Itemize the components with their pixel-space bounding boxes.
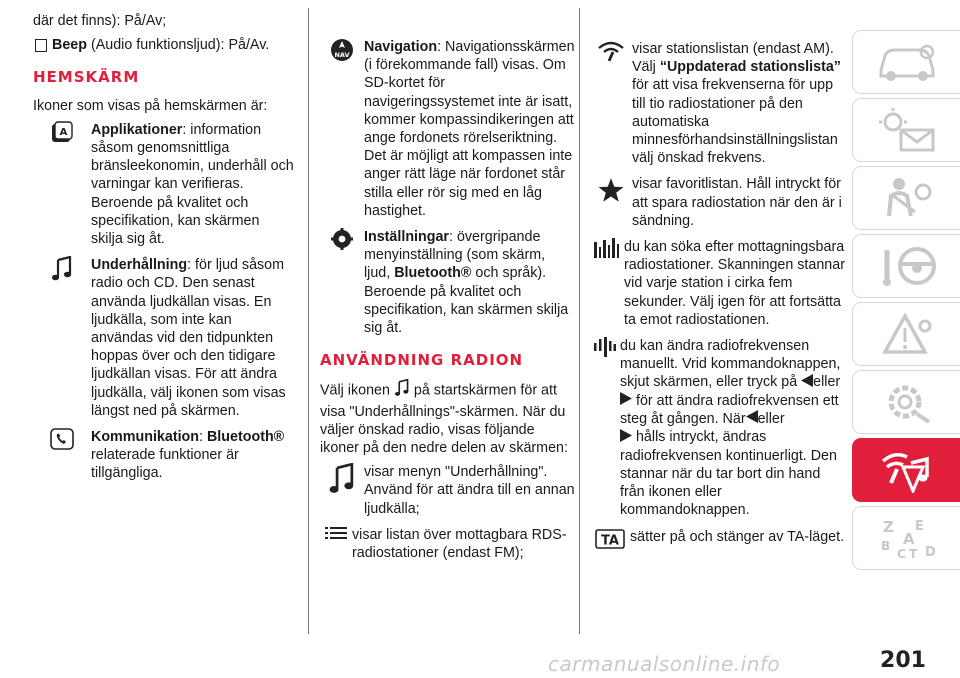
nav-label: Navigation [364, 39, 438, 55]
scan-text: du kan söka efter mottagningsbara radiostationer. Skanningen stannar vid varje station i cirka fem sekunder. Välj igen för att fortsätta ta emot radiostationen. [624, 239, 845, 328]
station-text-b: för att visa frekvenserna för upp till tio radiostationer på den automatiska minnesförhandsinställningslistan välj önskad frekvens. [632, 77, 838, 167]
tab-index[interactable] [852, 506, 960, 570]
tune-or-1: eller [813, 374, 841, 391]
svg-text:Z: Z [882, 518, 894, 536]
section-heading-home: HEMSKÄRM [33, 68, 140, 87]
column-divider-1 [308, 8, 309, 634]
item-entertainment [33, 256, 295, 420]
svg-text:B: B [880, 539, 890, 553]
svg-text:D: D [924, 545, 936, 560]
favorites-text: visar favoritlistan. Håll intryckt för att spara radiostation när den är i sändning. [632, 176, 842, 229]
am-antenna-icon [590, 40, 632, 167]
car-icon [875, 42, 939, 82]
star-icon [590, 175, 632, 230]
apps-label: Applikationer [91, 121, 183, 138]
beep-label: Beep [52, 37, 87, 54]
tab-driving[interactable] [852, 234, 960, 298]
svg-text:T: T [908, 547, 917, 560]
comm-text: relaterade funktioner är tillgängliga. [91, 447, 239, 482]
apps-text: : information såsom genomsnittliga bränsleekonomin, underhåll och varningar kan verifieras. Beroende på kvalitet och specifikation, kan skärmen skilja sig åt. [91, 121, 294, 248]
triangle-left-icon [801, 374, 813, 392]
comm-sep: : [199, 429, 207, 446]
radio-intro-b: på startskärmen för att visa "Underhållnings"-skärmen. När du väljer önskad radio, visas följande ikoner på den nedre delen av skärmen: [320, 382, 568, 457]
settings-label: Inställningar [364, 229, 449, 246]
ta-icon [590, 528, 630, 549]
icons-intro: Ikoner som visas på hemskärmen är: [33, 97, 268, 114]
steering-wheel-icon [875, 244, 939, 288]
comm-bluetooth: Bluetooth® [206, 429, 285, 446]
item-tune [590, 337, 848, 519]
svg-text:NAV: NAV [334, 51, 350, 59]
ta-icon-label: TA [601, 533, 619, 549]
rds-list-text: visar listan över mottagbara RDS-radiostationer (endast FM); [352, 526, 567, 562]
road-warning-icon [875, 312, 939, 356]
column-right [590, 38, 848, 557]
music-note-small-icon [394, 379, 410, 402]
scan-icon [590, 238, 624, 329]
seat-belt-icon [875, 176, 939, 220]
item-scan [590, 238, 848, 329]
ent-text: : för ljud såsom radio och CD. Den senast använda ljudkällan visas. En ljudkälla, som inte kan användas vid den tidpunkten hoppas över och den tidigare ljudkällan visas. För att ändra ljudkälla, välj ikonen som visas längst ned på skärmen. [91, 257, 286, 419]
tab-emergency[interactable] [852, 302, 960, 366]
menu-text: visar menyn "Underhållning". Använd för att ändra till en annan ljudkälla; [364, 464, 575, 517]
radio-intro [320, 379, 575, 457]
checkbox-icon [35, 39, 47, 52]
page-number: 201 [880, 648, 926, 673]
warning-lights-icon [875, 108, 939, 152]
station-text-a: visar stationslistan (endast AM). Välj [632, 41, 834, 76]
svg-text:A: A [59, 126, 68, 138]
item-communication [33, 428, 295, 483]
phone-icon [33, 428, 91, 483]
column-left [33, 12, 295, 491]
triangle-right-icon-2 [620, 429, 632, 447]
svg-text:C: C [896, 547, 906, 560]
item-station-list [590, 40, 848, 167]
settings-gear-icon [320, 228, 364, 337]
tab-maintenance[interactable] [852, 370, 960, 434]
column-divider-2 [579, 8, 580, 634]
triangle-left-icon-2 [746, 410, 758, 428]
tune-text-b: för att ändra radiofrekvensen ett steg åt gången. När [620, 392, 839, 428]
item-rds-list [320, 526, 575, 562]
applications-icon [33, 121, 91, 248]
tune-text-a: du kan ändra radiofrekvensen manuellt. Vrid kommandoknappen, skjut skärmen, eller tryck på [620, 338, 841, 391]
navigation-icon [320, 38, 364, 220]
chapter-tabs [852, 30, 960, 574]
tune-or-2: eller [757, 411, 785, 428]
column-middle [320, 36, 575, 570]
index-letters-icon [875, 516, 939, 560]
watermark: carmanualsonline.info [548, 652, 781, 676]
list-icon [320, 526, 352, 562]
section-heading-radio: ANVÄNDNING RADION [320, 351, 524, 370]
svg-text:A: A [902, 530, 915, 548]
ent-label: Underhållning [91, 257, 188, 274]
ta-text: sätter på och stänger av TA-läget. [630, 528, 845, 545]
item-favorites [590, 175, 848, 230]
item-settings [320, 228, 575, 337]
gear-icon [875, 380, 939, 424]
svg-text:E: E [914, 519, 924, 534]
item-navigation [320, 38, 575, 220]
settings-text-a: : övergripande menyinställning (som skärm, ljud, [364, 229, 546, 282]
tab-multimedia[interactable] [852, 438, 960, 502]
beep-line [33, 36, 295, 54]
intro-line: där det finns): På/Av; [33, 13, 167, 29]
tab-safety[interactable] [852, 166, 960, 230]
nav-text: : Navigationsskärmen (i förekommande fall) visas. Om SD-kortet för navigeringssystemet inte är isatt, kommer kompassindikeringen att ange fordonets rörelseriktning. Det är möjligt att kompassen inte anger rätt läge när fordonet står stilla eller rör sig med en låg hastighet. [364, 39, 575, 219]
radio-intro-a: Välj ikonen [320, 382, 390, 399]
station-bold: “Uppdaterad stationslista” [659, 59, 841, 76]
comm-label: Kommunikation [91, 429, 200, 446]
tab-warnings[interactable] [852, 98, 960, 162]
item-applications [33, 121, 295, 248]
settings-text-b: och språk). Beroende på kvalitet och specifikation, kan skärmen skilja sig åt. [364, 265, 569, 337]
triangle-right-icon [620, 392, 632, 410]
music-note-large-icon [320, 463, 364, 518]
music-note-icon [33, 256, 91, 420]
beep-text: (Audio funktionsljud): På/Av. [90, 37, 270, 54]
tab-car[interactable] [852, 30, 960, 94]
tune-text-c: hålls intryckt, ändras radiofrekvensen kontinuerligt. Den stannar när du tar bort din hand från ikonen eller kommandoknappen. [620, 429, 837, 519]
tune-icon [590, 337, 620, 519]
settings-bluetooth: Bluetooth® [394, 265, 472, 282]
item-ta [590, 528, 848, 549]
item-menu [320, 463, 575, 518]
multimedia-icon [875, 447, 939, 493]
